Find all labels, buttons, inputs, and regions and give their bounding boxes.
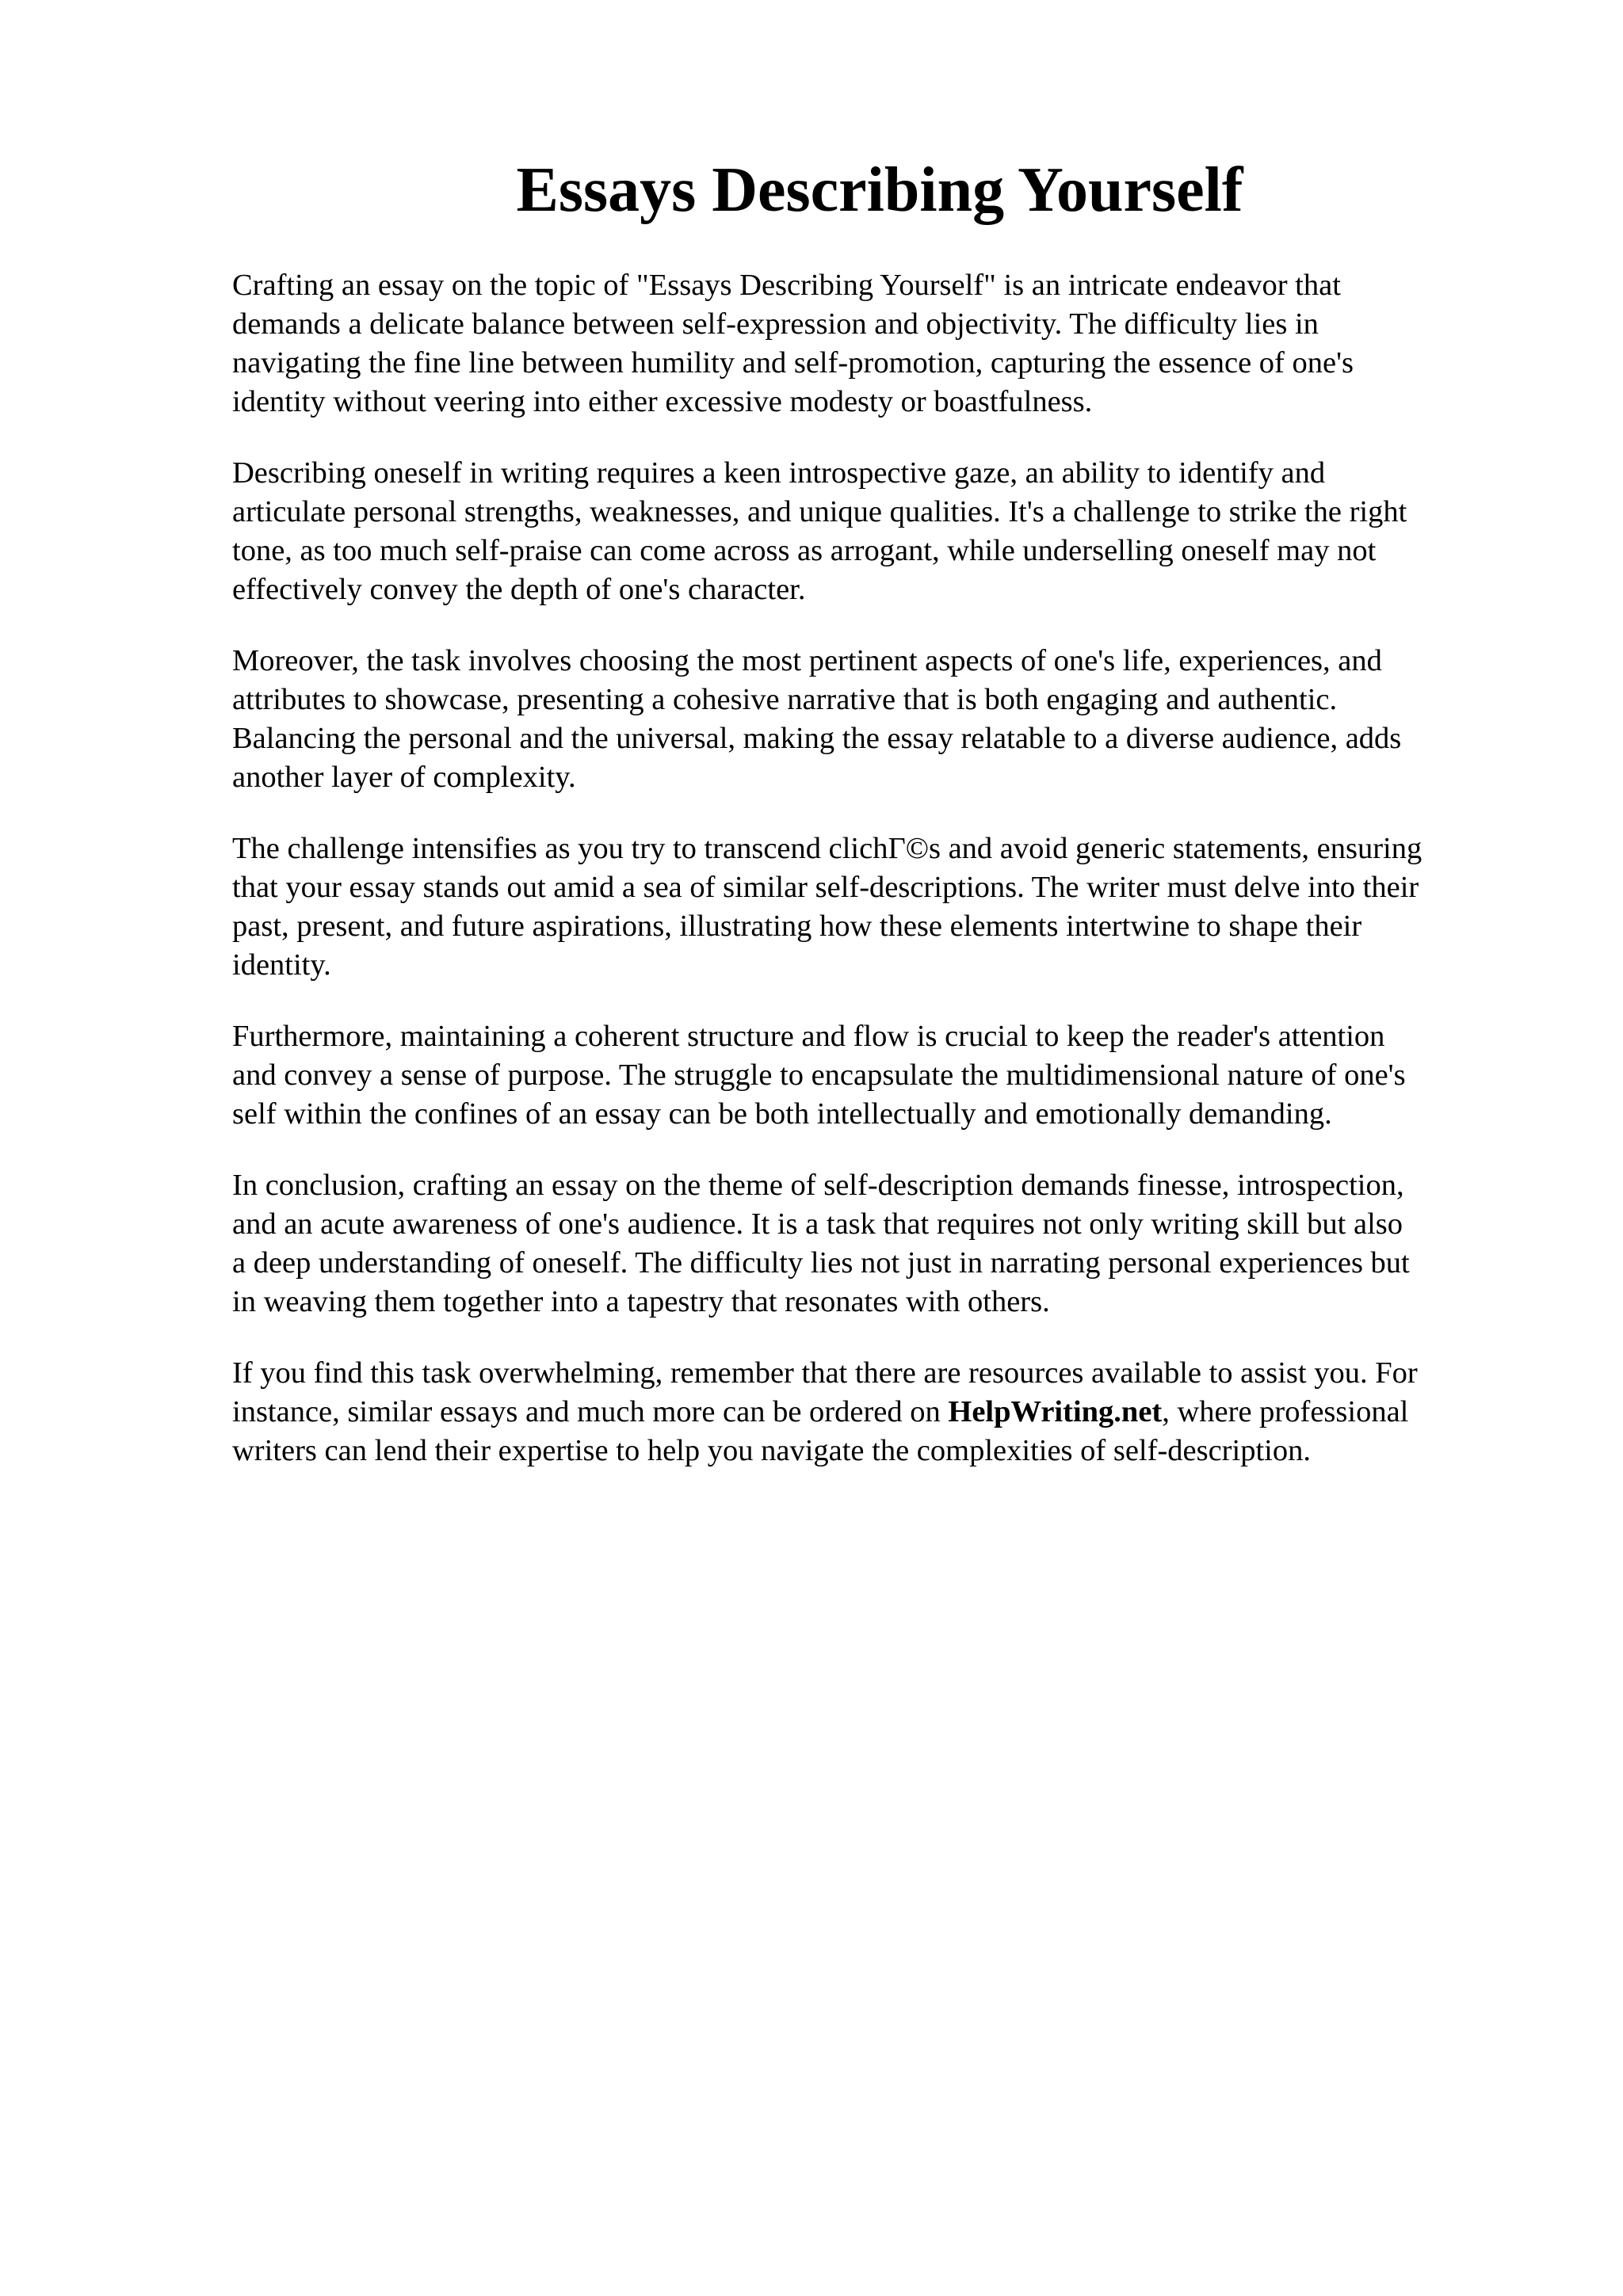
document-title: Essays Describing Yourself: [516, 155, 1243, 225]
paragraph-2: [232, 454, 1532, 609]
paragraph-line: If you find this task overwhelming, remember that there are resources available to assist you. For: [232, 1356, 1418, 1390]
paragraph-line: demands a delicate balance between self-expression and objectivity. The difficulty lies in: [232, 307, 1319, 341]
closing-paragraph: [232, 1354, 1532, 1470]
paragraph-3: [232, 642, 1532, 797]
document-body: [232, 266, 1532, 1503]
paragraph-line: The challenge intensifies as you try to transcend clichΓ©s and avoid generic statements, ensuring: [232, 832, 1423, 865]
paragraph-line: navigating the fine line between humility and self-promotion, capturing the essence of one's: [232, 346, 1354, 379]
paragraph-line: tone, as too much self-praise can come across as arrogant, while underselling oneself may not: [232, 534, 1377, 567]
paragraph-line: and an acute awareness of one's audience. It is a task that requires not only writing skill but also: [232, 1207, 1403, 1241]
paragraph-line: a deep understanding of oneself. The difficulty lies not just in narrating personal experiences but: [232, 1246, 1410, 1280]
paragraph-line: self within the confines of an essay can be both intellectually and emotionally demanding.: [232, 1097, 1332, 1131]
paragraph-5: [232, 1017, 1532, 1134]
paragraph-line: In conclusion, crafting an essay on the theme of self-description demands finesse, introspection,: [232, 1169, 1404, 1202]
paragraph-line: Describing oneself in writing requires a keen introspective gaze, an ability to identify and: [232, 456, 1326, 490]
paragraph-line: that your essay stands out amid a sea of similar self-descriptions. The writer must delve into their: [232, 871, 1419, 904]
paragraph-line: and convey a sense of purpose. The struggle to encapsulate the multidimensional nature of one's: [232, 1058, 1406, 1092]
paragraph-line: writers can lend their expertise to help you navigate the complexities of self-description.: [232, 1434, 1311, 1467]
paragraph-6: [232, 1166, 1532, 1322]
paragraph-line: effectively convey the depth of one's character.: [232, 573, 806, 606]
paragraph-line: Moreover, the task involves choosing the most pertinent aspects of one's life, experiences, and: [232, 644, 1382, 677]
paragraph-line: articulate personal strengths, weaknesses, and unique qualities. It's a challenge to strike the right: [232, 495, 1407, 528]
closing-text-after-link: , where professional: [1162, 1395, 1409, 1428]
paragraph-line: Furthermore, maintaining a coherent structure and flow is crucial to keep the reader's attention: [232, 1020, 1385, 1053]
paragraph-line: Balancing the personal and the universal, making the essay relatable to a diverse audience, adds: [232, 722, 1402, 755]
helpwriting-brand-link[interactable]: HelpWriting.net: [948, 1395, 1163, 1428]
paragraph-line: Crafting an essay on the topic of "Essays Describing Yourself" is an intricate endeavor that: [232, 269, 1341, 302]
paragraph-line: attributes to showcase, presenting a cohesive narrative that is both engaging and authentic.: [232, 683, 1338, 716]
closing-text-before-link: instance, similar essays and much more can be ordered on: [232, 1395, 949, 1428]
paragraph-line: in weaving them together into a tapestry that resonates with others.: [232, 1285, 1050, 1318]
paragraph-1: [232, 266, 1532, 421]
paragraph-4: [232, 830, 1532, 985]
paragraph-line: another layer of complexity.: [232, 761, 576, 794]
paragraph-line: identity without veering into either excessive modesty or boastfulness.: [232, 385, 1093, 418]
paragraph-line: past, present, and future aspirations, illustrating how these elements intertwine to shape their: [232, 910, 1362, 943]
paragraph-line: identity.: [232, 948, 331, 982]
paragraph-line: [232, 1393, 1532, 1432]
